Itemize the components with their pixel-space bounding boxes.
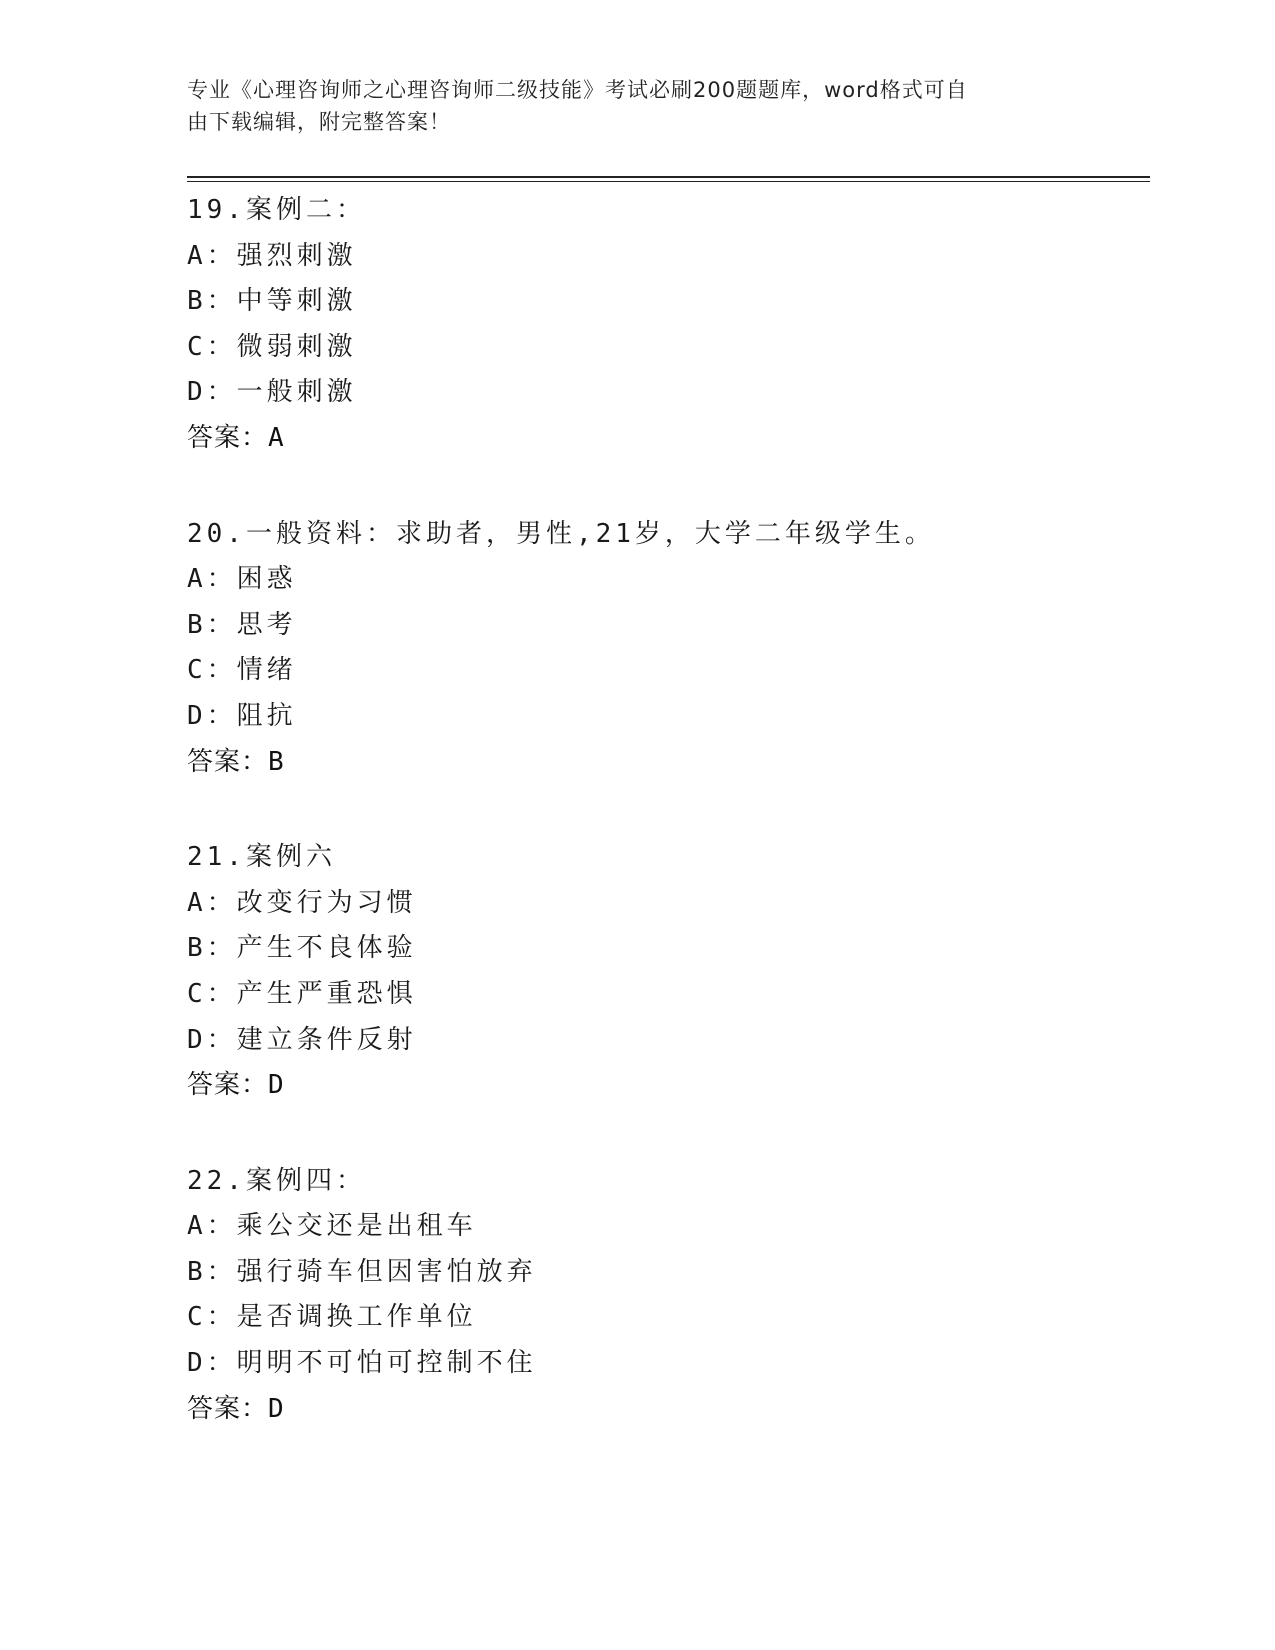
answer-value: B: [268, 746, 285, 777]
header-rule-top: [187, 176, 1150, 178]
document-header: [187, 74, 1067, 138]
question-title: 22.案例四：: [187, 1165, 366, 1196]
answer-label: 答案：: [187, 746, 269, 777]
question-list: [187, 188, 1147, 1432]
option-d: D：一般刺激: [187, 377, 357, 408]
answer-value: D: [268, 1393, 285, 1424]
option-b: B：产生不良体验: [187, 933, 417, 964]
question-21: [187, 835, 1147, 1109]
answer-label: 答案：: [187, 422, 269, 453]
answer-label: 答案：: [187, 1393, 269, 1424]
option-c: C：是否调换工作单位: [187, 1302, 477, 1333]
answer-line: [187, 1387, 1147, 1433]
option-a: A：乘公交还是出租车: [187, 1211, 477, 1242]
answer-line: [187, 416, 1147, 462]
option-d: D：明明不可怕可控制不住: [187, 1348, 537, 1379]
question-20: [187, 512, 1147, 786]
answer-line: [187, 1063, 1147, 1109]
option-a: A：困惑: [187, 564, 297, 595]
option-b: B：中等刺激: [187, 286, 357, 317]
header-line-2: 由下载编辑，附完整答案！: [187, 110, 451, 134]
header-rule-bottom: [187, 181, 1150, 182]
answer-line: [187, 740, 1147, 786]
option-c: C：微弱刺激: [187, 331, 357, 362]
answer-label: 答案：: [187, 1070, 269, 1101]
option-c: C：产生严重恐惧: [187, 978, 417, 1009]
header-line-1: 专业《心理咨询师之心理咨询师二级技能》考试必刷200题题库，word格式可自: [187, 78, 968, 102]
question-22: [187, 1159, 1147, 1433]
answer-value: A: [268, 422, 285, 453]
option-d: D：阻抗: [187, 700, 297, 731]
question-title: 20.一般资料：求助者，男性,21岁，大学二年级学生。: [187, 518, 935, 549]
option-a: A：改变行为习惯: [187, 887, 417, 918]
option-b: B：强行骑车但因害怕放弃: [187, 1256, 537, 1287]
answer-value: D: [268, 1070, 285, 1101]
option-a: A：强烈刺激: [187, 240, 357, 271]
option-b: B：思考: [187, 609, 297, 640]
option-d: D：建立条件反射: [187, 1024, 417, 1055]
question-title: 19.案例二：: [187, 195, 366, 225]
question-19: [187, 188, 1147, 462]
option-c: C：情绪: [187, 655, 297, 686]
question-title: 21.案例六: [187, 842, 336, 873]
